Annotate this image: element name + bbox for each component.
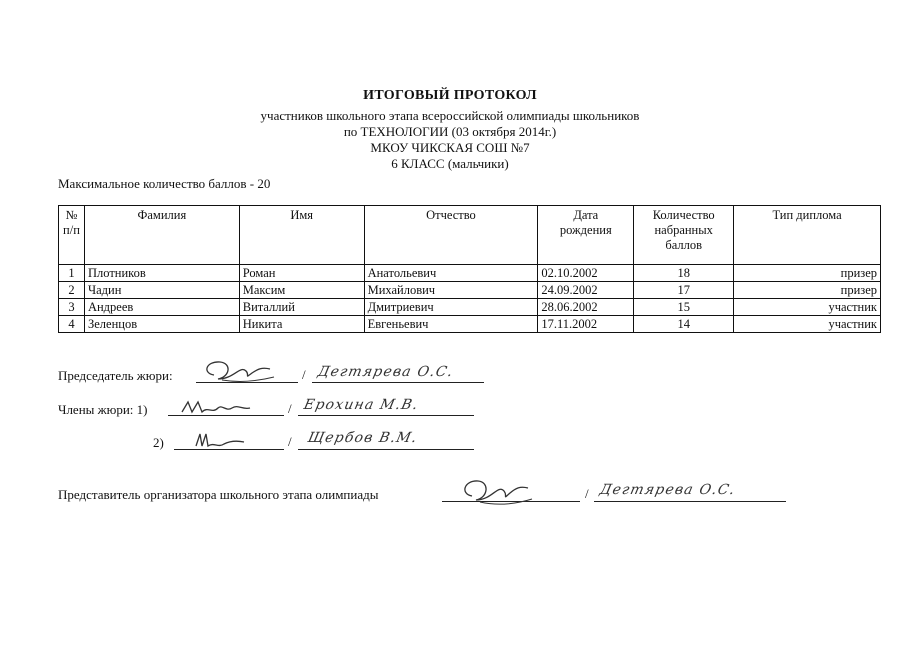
header-score-line2: набранных bbox=[654, 223, 713, 237]
protocol-title: ИТОГОВЫЙ ПРОТОКОЛ bbox=[363, 88, 537, 103]
member1-name-handwritten: Ерохина М.В. bbox=[302, 397, 421, 413]
representative-label: Представитель организатора школьного этапа олимпиады bbox=[58, 487, 379, 502]
header-score-line1: Количество bbox=[652, 208, 715, 222]
cell-birth: 28.06.2002 bbox=[538, 299, 634, 316]
chair-name-line bbox=[312, 382, 484, 383]
representative-signature-scribble bbox=[458, 476, 538, 510]
member2-name-handwritten: Щербов В.М. bbox=[306, 430, 420, 446]
header-patronymic: Отчество bbox=[364, 206, 538, 265]
header-diploma: Тип диплома bbox=[734, 206, 881, 265]
cell-num: 1 bbox=[59, 265, 85, 282]
table-row bbox=[59, 265, 881, 282]
header-num-line2: п/п bbox=[63, 223, 80, 237]
cell-patronymic: Михайлович bbox=[364, 282, 538, 299]
cell-birth: 02.10.2002 bbox=[538, 265, 634, 282]
member1-name-line bbox=[298, 415, 474, 416]
cell-surname: Плотников bbox=[84, 265, 239, 282]
cell-patronymic: Дмитриевич bbox=[364, 299, 538, 316]
chair-name-handwritten: Дегтярева О.С. bbox=[316, 364, 456, 380]
cell-surname: Зеленцов bbox=[84, 316, 239, 333]
cell-num: 2 bbox=[59, 282, 85, 299]
cell-score: 17 bbox=[634, 282, 734, 299]
cell-patronymic: Евгеньевич bbox=[364, 316, 538, 333]
cell-patronymic: Анатольевич bbox=[364, 265, 538, 282]
cell-num: 4 bbox=[59, 316, 85, 333]
members-label: Члены жюри: 1) bbox=[58, 402, 148, 417]
cell-birth: 24.09.2002 bbox=[538, 282, 634, 299]
header-score-line3: баллов bbox=[665, 238, 703, 252]
cell-diploma: призер bbox=[734, 282, 881, 299]
cell-diploma: призер bbox=[734, 265, 881, 282]
cell-surname: Андреев bbox=[84, 299, 239, 316]
header-surname: Фамилия bbox=[84, 206, 239, 265]
max-points-text: Максимальное количество баллов - 20 bbox=[58, 176, 271, 191]
cell-surname: Чадин bbox=[84, 282, 239, 299]
cell-diploma: участник bbox=[734, 316, 881, 333]
header-num-line1: № bbox=[65, 208, 78, 222]
chair-signature-scribble bbox=[200, 357, 280, 387]
header-num bbox=[59, 206, 85, 265]
member2-signature-scribble bbox=[190, 428, 250, 454]
protocol-subtitle-participants: участников школьного этапа всероссийской олимпиады школьников bbox=[260, 108, 640, 123]
cell-name: Виталлий bbox=[239, 299, 364, 316]
member1-slash: / bbox=[288, 401, 292, 416]
member2-slash: / bbox=[288, 434, 292, 449]
table-row bbox=[59, 282, 881, 299]
cell-name: Роман bbox=[239, 265, 364, 282]
cell-name: Никита bbox=[239, 316, 364, 333]
header-score bbox=[634, 206, 734, 265]
representative-slash: / bbox=[585, 486, 589, 501]
cell-score: 15 bbox=[634, 299, 734, 316]
header-name: Имя bbox=[239, 206, 364, 265]
table-header-row bbox=[59, 206, 881, 265]
results-table bbox=[58, 205, 881, 333]
header-birth-line1: Дата bbox=[573, 208, 599, 222]
cell-score: 14 bbox=[634, 316, 734, 333]
chair-label: Председатель жюри: bbox=[58, 368, 173, 383]
chair-slash: / bbox=[302, 367, 306, 382]
table-row bbox=[59, 316, 881, 333]
table-row bbox=[59, 299, 881, 316]
member1-signature-scribble bbox=[178, 396, 258, 420]
cell-score: 18 bbox=[634, 265, 734, 282]
member2-name-line bbox=[298, 449, 474, 450]
cell-name: Максим bbox=[239, 282, 364, 299]
representative-name-handwritten: Дегтярева О.С. bbox=[598, 482, 738, 498]
protocol-subtitle-subject: по ТЕХНОЛОГИИ (03 октября 2014г.) bbox=[343, 124, 557, 139]
header-birth-line2: рождения bbox=[559, 223, 612, 237]
cell-birth: 17.11.2002 bbox=[538, 316, 634, 333]
member2-label: 2) bbox=[153, 435, 164, 450]
cell-num: 3 bbox=[59, 299, 85, 316]
representative-name-line bbox=[594, 501, 786, 502]
protocol-subtitle-grade: 6 КЛАСС (мальчики) bbox=[391, 156, 509, 171]
protocol-subtitle-school: МКОУ ЧИКСКАЯ СОШ №7 bbox=[370, 140, 530, 155]
cell-diploma: участник bbox=[734, 299, 881, 316]
header-birth bbox=[538, 206, 634, 265]
